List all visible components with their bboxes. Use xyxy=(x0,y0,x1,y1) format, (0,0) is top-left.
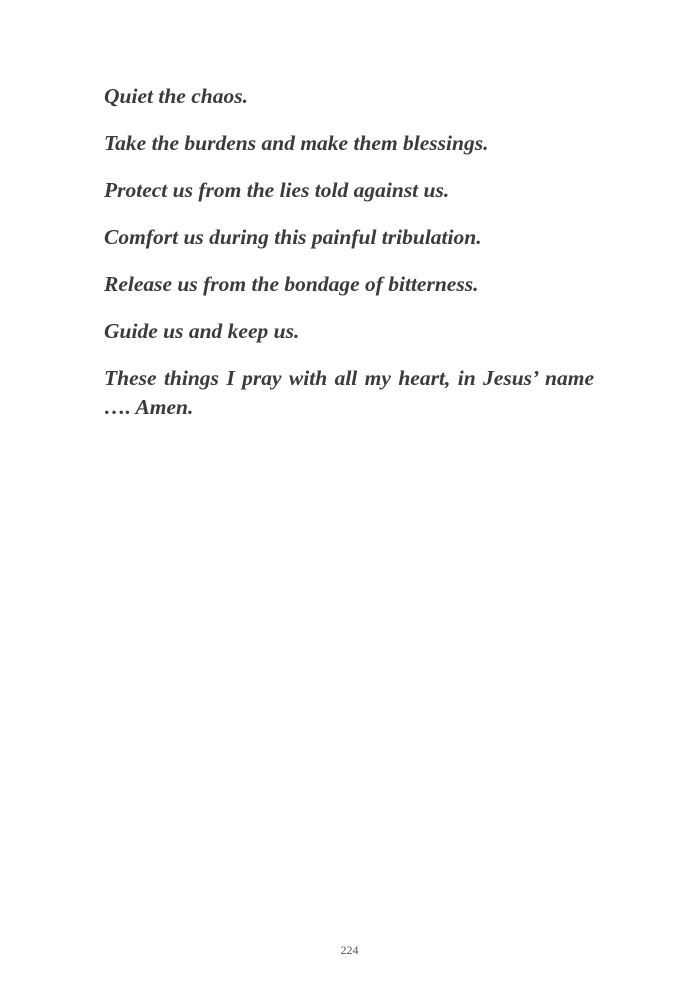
prayer-line-5: Release us from the bondage of bitterness. xyxy=(104,272,479,296)
prayer-line-6: Guide us and keep us. xyxy=(104,319,300,343)
prayer-line-2: Take the burdens and make them blessings. xyxy=(104,131,489,155)
prayer-line-4: Comfort us during this painful tribulation. xyxy=(104,225,482,249)
prayer-line-1: Quiet the chaos. xyxy=(104,84,248,108)
prayer-text xyxy=(104,82,594,440)
prayer-closing: These things I pray with all my heart, in Jesus’ name …. Amen. xyxy=(104,366,594,419)
page-number: 224 xyxy=(340,943,359,957)
prayer-line-3: Protect us from the lies told against us. xyxy=(104,178,450,202)
